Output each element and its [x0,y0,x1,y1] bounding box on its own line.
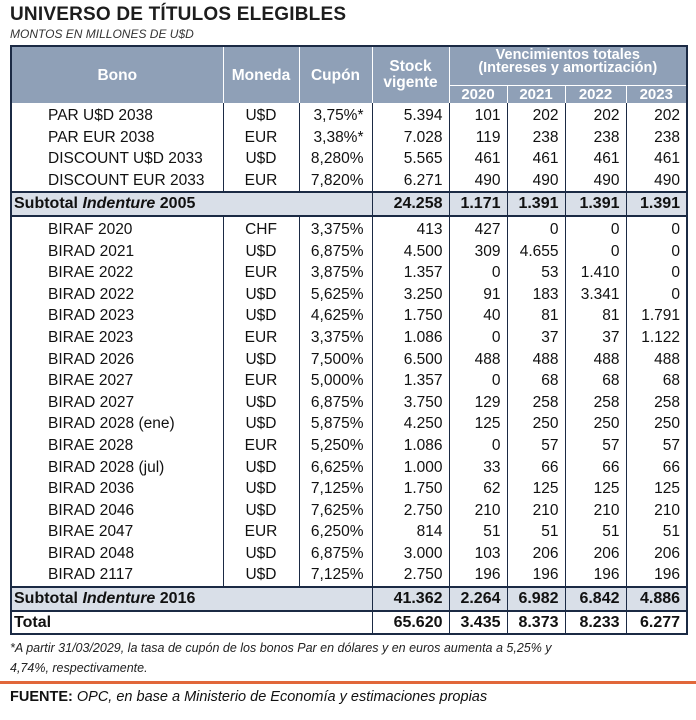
moneda-cell: EUR [223,262,299,284]
moneda-cell: U$D [223,478,299,500]
venc-2021-cell: 250 [507,413,565,435]
col-header-stock-line1: Stock [389,58,432,75]
cupon-cell: 7,820% [299,170,372,193]
venc-2021-cell: 4.655 [507,241,565,263]
source-line [10,689,487,705]
col-header-cupon: Cupón [299,46,372,103]
subtotal-row [11,587,687,611]
venc-2021-cell: 490 [507,170,565,193]
venc-2022-cell: 125 [565,478,626,500]
moneda-cell: EUR [223,370,299,392]
subtotal-stock-cell: 41.362 [372,587,449,611]
table-row [11,478,687,500]
table-row [11,127,687,149]
venc-2023-cell: 0 [626,262,687,284]
table-row [11,216,687,241]
venc-2020-cell: 0 [449,262,507,284]
venc-2022-cell: 57 [565,435,626,457]
venc-2022-cell: 3.341 [565,284,626,306]
moneda-cell: CHF [223,216,299,241]
venc-2022-cell: 206 [565,543,626,565]
subtotal-label [11,192,372,216]
venc-2023-cell: 1.122 [626,327,687,349]
subtotal-label [11,587,372,611]
venc-2023-cell: 68 [626,370,687,392]
bono-cell: BIRAD 2036 [11,478,223,500]
bono-cell: DISCOUNT U$D 2033 [11,148,223,170]
cupon-cell: 3,375% [299,216,372,241]
venc-2022-cell: 1.410 [565,262,626,284]
subtotal-2022-cell: 1.391 [565,192,626,216]
venc-2022-cell: 0 [565,241,626,263]
venc-2020-cell: 0 [449,435,507,457]
table-row [11,170,687,193]
stock-cell: 4.250 [372,413,449,435]
venc-2023-cell: 196 [626,564,687,587]
table-row [11,370,687,392]
total-2022-cell: 8.233 [565,611,626,635]
table-row [11,543,687,565]
bono-cell: PAR U$D 2038 [11,103,223,127]
subtotal-2020-cell: 2.264 [449,587,507,611]
venc-2022-cell: 51 [565,521,626,543]
venc-2023-cell: 0 [626,241,687,263]
venc-2023-cell: 206 [626,543,687,565]
subtotal-2023-cell: 4.886 [626,587,687,611]
venc-2021-cell: 51 [507,521,565,543]
bono-cell: BIRAD 2028 (ene) [11,413,223,435]
venc-2021-cell: 57 [507,435,565,457]
venc-2023-cell: 1.791 [626,305,687,327]
source-text: OPC, en base a Ministerio de Economía y estimaciones propias [72,689,488,705]
venc-2021-cell: 206 [507,543,565,565]
cupon-cell: 7,125% [299,564,372,587]
stock-cell: 413 [372,216,449,241]
venc-2023-cell: 125 [626,478,687,500]
venc-2021-cell: 183 [507,284,565,306]
source-separator [0,681,696,684]
col-header-year-2020: 2020 [449,86,507,104]
table-row [11,457,687,479]
col-header-year-2022: 2022 [565,86,626,104]
venc-2020-cell: 103 [449,543,507,565]
moneda-cell: U$D [223,413,299,435]
venc-2022-cell: 490 [565,170,626,193]
total-2023-cell: 6.277 [626,611,687,635]
total-2021-cell: 8.373 [507,611,565,635]
table-row [11,241,687,263]
table-row [11,435,687,457]
table-row [11,103,687,127]
bono-cell: DISCOUNT EUR 2033 [11,170,223,193]
cupon-cell: 6,875% [299,392,372,414]
stock-cell: 3.750 [372,392,449,414]
cupon-cell: 3,875% [299,262,372,284]
table-row [11,564,687,587]
bono-cell: BIRAD 2046 [11,500,223,522]
stock-cell: 3.250 [372,284,449,306]
table-row [11,305,687,327]
col-header-stock-line2: vigente [383,74,438,91]
cupon-cell: 5,250% [299,435,372,457]
cupon-cell: 7,125% [299,478,372,500]
venc-2023-cell: 57 [626,435,687,457]
moneda-cell: U$D [223,148,299,170]
footnote: *A partir 31/03/2029, la tasa de cupón de los bonos Par en dólares y en euros aumenta a 5,25% y 4,74%, respectivamente. [10,641,552,675]
stock-cell: 2.750 [372,500,449,522]
bono-cell: BIRAD 2028 (jul) [11,457,223,479]
venc-2023-cell: 210 [626,500,687,522]
venc-2021-cell: 202 [507,103,565,127]
venc-2021-cell: 258 [507,392,565,414]
moneda-cell: U$D [223,457,299,479]
table-row [11,349,687,371]
cupon-cell: 5,875% [299,413,372,435]
subtotal-label-suffix: 2005 [155,195,196,213]
bono-cell: BIRAD 2021 [11,241,223,263]
venc-2021-cell: 196 [507,564,565,587]
venc-2023-cell: 250 [626,413,687,435]
subtotal-2021-cell: 6.982 [507,587,565,611]
venc-2021-cell: 125 [507,478,565,500]
venc-2020-cell: 0 [449,370,507,392]
cupon-cell: 6,625% [299,457,372,479]
cupon-cell: 4,625% [299,305,372,327]
moneda-cell: U$D [223,543,299,565]
subtotal-row [11,192,687,216]
stock-cell: 814 [372,521,449,543]
cupon-cell: 3,38%* [299,127,372,149]
bono-cell: BIRAE 2047 [11,521,223,543]
venc-2022-cell: 37 [565,327,626,349]
venc-2020-cell: 196 [449,564,507,587]
stock-cell: 7.028 [372,127,449,149]
venc-2020-cell: 129 [449,392,507,414]
venc-2021-cell: 68 [507,370,565,392]
venc-2023-cell: 238 [626,127,687,149]
col-header-moneda: Moneda [223,46,299,103]
total-2020-cell: 3.435 [449,611,507,635]
bono-cell: BIRAD 2026 [11,349,223,371]
venc-2022-cell: 210 [565,500,626,522]
venc-2022-cell: 488 [565,349,626,371]
cupon-cell: 7,500% [299,349,372,371]
moneda-cell: U$D [223,392,299,414]
venc-2020-cell: 490 [449,170,507,193]
venc-2022-cell: 81 [565,305,626,327]
subtotal-label-suffix: 2016 [155,590,196,608]
subtotal-stock-cell: 24.258 [372,192,449,216]
cupon-cell: 6,250% [299,521,372,543]
subtotal-2020-cell: 1.171 [449,192,507,216]
stock-cell: 1.357 [372,262,449,284]
venc-2020-cell: 91 [449,284,507,306]
moneda-cell: U$D [223,305,299,327]
bono-cell: BIRAE 2022 [11,262,223,284]
venc-2021-cell: 66 [507,457,565,479]
cupon-cell: 6,875% [299,241,372,263]
moneda-cell: U$D [223,500,299,522]
venc-2021-cell: 210 [507,500,565,522]
subtotal-label-prefix: Subtotal [14,590,83,608]
venc-2020-cell: 309 [449,241,507,263]
venc-2022-cell: 461 [565,148,626,170]
col-header-stock [372,46,449,103]
col-header-venc-line1: Vencimientos totales [495,47,640,63]
stock-cell: 1.000 [372,457,449,479]
bono-cell: BIRAD 2117 [11,564,223,587]
table-row [11,284,687,306]
cupon-cell: 6,875% [299,543,372,565]
stock-cell: 1.086 [372,327,449,349]
venc-2023-cell: 0 [626,284,687,306]
stock-cell: 4.500 [372,241,449,263]
venc-2021-cell: 0 [507,216,565,241]
stock-cell: 6.271 [372,170,449,193]
source-label: FUENTE: [10,689,73,705]
page-subtitle: MONTOS EN MILLONES DE U$D [10,27,194,41]
bono-cell: BIRAD 2023 [11,305,223,327]
venc-2020-cell: 427 [449,216,507,241]
venc-2020-cell: 0 [449,327,507,349]
bono-cell: BIRAD 2027 [11,392,223,414]
venc-2020-cell: 125 [449,413,507,435]
moneda-cell: U$D [223,284,299,306]
cupon-cell: 3,75%* [299,103,372,127]
moneda-cell: EUR [223,521,299,543]
subtotal-label-italic: Indenture [82,590,156,608]
venc-2020-cell: 40 [449,305,507,327]
bono-cell: BIRAE 2027 [11,370,223,392]
venc-2022-cell: 66 [565,457,626,479]
venc-2023-cell: 66 [626,457,687,479]
venc-2021-cell: 81 [507,305,565,327]
cupon-cell: 3,375% [299,327,372,349]
bonds-table [10,45,688,635]
total-row [11,611,687,635]
moneda-cell: EUR [223,435,299,457]
stock-cell: 1.750 [372,305,449,327]
venc-2020-cell: 33 [449,457,507,479]
venc-2022-cell: 202 [565,103,626,127]
moneda-cell: EUR [223,327,299,349]
bono-cell: PAR EUR 2038 [11,127,223,149]
table-row [11,413,687,435]
bono-cell: BIRAE 2028 [11,435,223,457]
cupon-cell: 5,625% [299,284,372,306]
col-header-bono: Bono [11,46,223,103]
stock-cell: 1.086 [372,435,449,457]
venc-2023-cell: 258 [626,392,687,414]
venc-2023-cell: 461 [626,148,687,170]
stock-cell: 1.357 [372,370,449,392]
venc-2023-cell: 0 [626,216,687,241]
venc-2023-cell: 202 [626,103,687,127]
total-label: Total [11,611,372,635]
venc-2020-cell: 488 [449,349,507,371]
venc-2023-cell: 490 [626,170,687,193]
venc-2022-cell: 68 [565,370,626,392]
bono-cell: BIRAE 2023 [11,327,223,349]
stock-cell: 2.750 [372,564,449,587]
stock-cell: 5.565 [372,148,449,170]
venc-2021-cell: 488 [507,349,565,371]
venc-2021-cell: 461 [507,148,565,170]
subtotal-2021-cell: 1.391 [507,192,565,216]
venc-2023-cell: 51 [626,521,687,543]
col-header-venc-line2: (Intereses y amortización) [478,60,658,76]
venc-2020-cell: 210 [449,500,507,522]
subtotal-label-italic: Indenture [82,195,156,213]
venc-2020-cell: 62 [449,478,507,500]
subtotal-2023-cell: 1.391 [626,192,687,216]
venc-2021-cell: 53 [507,262,565,284]
venc-2020-cell: 461 [449,148,507,170]
table-row [11,521,687,543]
table-row [11,500,687,522]
table-row [11,392,687,414]
cupon-cell: 5,000% [299,370,372,392]
stock-cell: 1.750 [372,478,449,500]
total-stock-cell: 65.620 [372,611,449,635]
bono-cell: BIRAD 2022 [11,284,223,306]
moneda-cell: U$D [223,103,299,127]
stock-cell: 3.000 [372,543,449,565]
moneda-cell: U$D [223,349,299,371]
col-header-year-2023: 2023 [626,86,687,104]
page-title: UNIVERSO DE TÍTULOS ELEGIBLES [10,4,347,25]
moneda-cell: U$D [223,241,299,263]
table-row [11,148,687,170]
venc-2023-cell: 488 [626,349,687,371]
moneda-cell: U$D [223,564,299,587]
venc-2022-cell: 238 [565,127,626,149]
col-header-year-2021: 2021 [507,86,565,104]
bono-cell: BIRAD 2048 [11,543,223,565]
col-header-vencimientos [449,46,687,86]
venc-2022-cell: 258 [565,392,626,414]
moneda-cell: EUR [223,127,299,149]
venc-2021-cell: 37 [507,327,565,349]
venc-2020-cell: 51 [449,521,507,543]
table-row [11,327,687,349]
subtotal-2022-cell: 6.842 [565,587,626,611]
bono-cell: BIRAF 2020 [11,216,223,241]
stock-cell: 6.500 [372,349,449,371]
venc-2022-cell: 250 [565,413,626,435]
venc-2020-cell: 119 [449,127,507,149]
cupon-cell: 7,625% [299,500,372,522]
moneda-cell: EUR [223,170,299,193]
venc-2020-cell: 101 [449,103,507,127]
subtotal-label-prefix: Subtotal [14,195,83,213]
venc-2021-cell: 238 [507,127,565,149]
venc-2022-cell: 196 [565,564,626,587]
venc-2022-cell: 0 [565,216,626,241]
stock-cell: 5.394 [372,103,449,127]
cupon-cell: 8,280% [299,148,372,170]
table-row [11,262,687,284]
